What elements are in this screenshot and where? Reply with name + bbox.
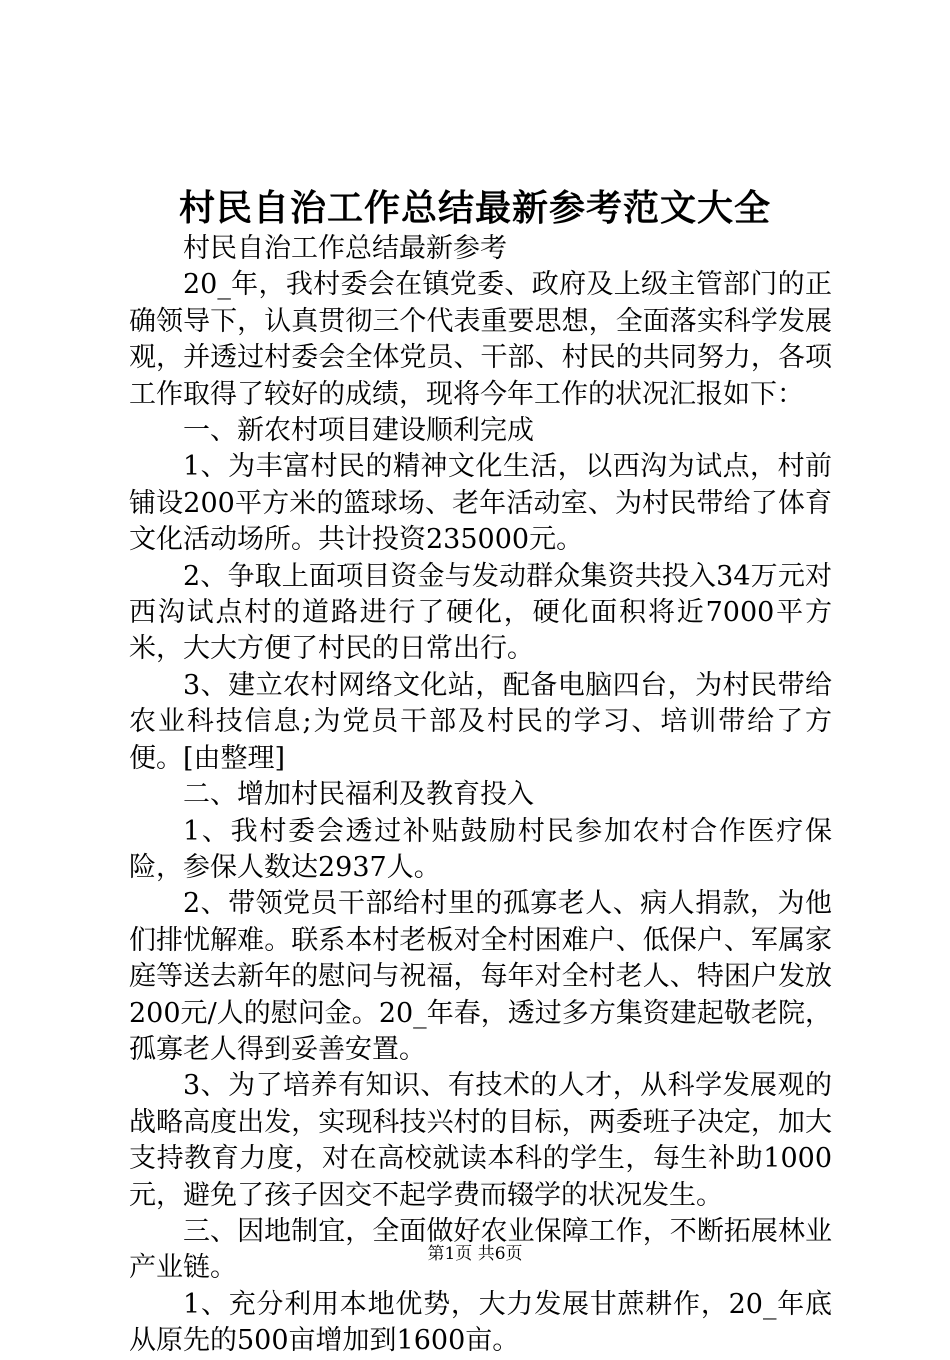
document-body [129, 231, 832, 1360]
body-paragraph: 1、充分利用本地优势，大力发展甘蔗耕作，20_年底从原先的500亩增加到1600亩。 [129, 1288, 832, 1357]
body-paragraph: 2、争取上面项目资金与发动群众集资共投入34万元对西沟试点村的道路进行了硬化，硬化面积将近7000平方米，大大方便了村民的日常出行。 [129, 560, 832, 665]
body-paragraph: 1、为丰富村民的精神文化生活，以西沟为试点，村前铺设200平方米的篮球场、老年活动室、为村民带给了体育文化活动场所。共计投资235000元。 [129, 451, 832, 556]
page-footer: 第1页 共6页 [427, 1244, 523, 1264]
section-heading-2: 二、增加村民福利及教育投入 [183, 779, 534, 811]
section-heading-1: 一、新农村项目建设顺利完成 [183, 415, 534, 447]
intro-paragraph: 20_年，我村委会在镇党委、政府及上级主管部门的正确领导下，认真贯彻三个代表重要思想，全面落实科学发展观，并透过村委会全体党员、干部、村民的共同努力，各项工作取得了较好的成绩，现将今年工作的状况汇报如下： [129, 269, 832, 410]
body-paragraph: 1、我村委会透过补贴鼓励村民参加农村合作医疗保险，参保人数达2937人。 [129, 815, 832, 883]
section-heading-3: 三、因地制宜，全面做好农业保障工作，不断拓展林业产业链。 [129, 1215, 832, 1284]
document-title: 村民自治工作总结最新参考范文大全 [178, 187, 771, 229]
body-paragraph: 2、带领党员干部给村里的孤寡老人、病人捐款，为他们排忧解难。联系本村老板对全村困难户、低保户、军属家庭等送去新年的慰问与祝福，每年对全村老人、特困户发放200元/人的慰问金。20_年春，透过多方集资建起敬老院，孤寡老人得到妥善安置。 [129, 888, 832, 1065]
body-paragraph: 3、建立农村网络文化站，配备电脑四台，为村民带给农业科技信息;为党员干部及村民的学习、培训带给了方便。[由整理] [129, 669, 832, 774]
subtitle-paragraph: 村民自治工作总结最新参考 [183, 233, 507, 264]
body-paragraph: 3、为了培养有知识、有技术的人才，从科学发展观的战略高度出发，实现科技兴村的目标，两委班子决定，加大支持教育力度，对在高校就读本科的学生，每生补助1000元，避免了孩子因交不起学费而辍学的状况发生。 [129, 1070, 832, 1211]
